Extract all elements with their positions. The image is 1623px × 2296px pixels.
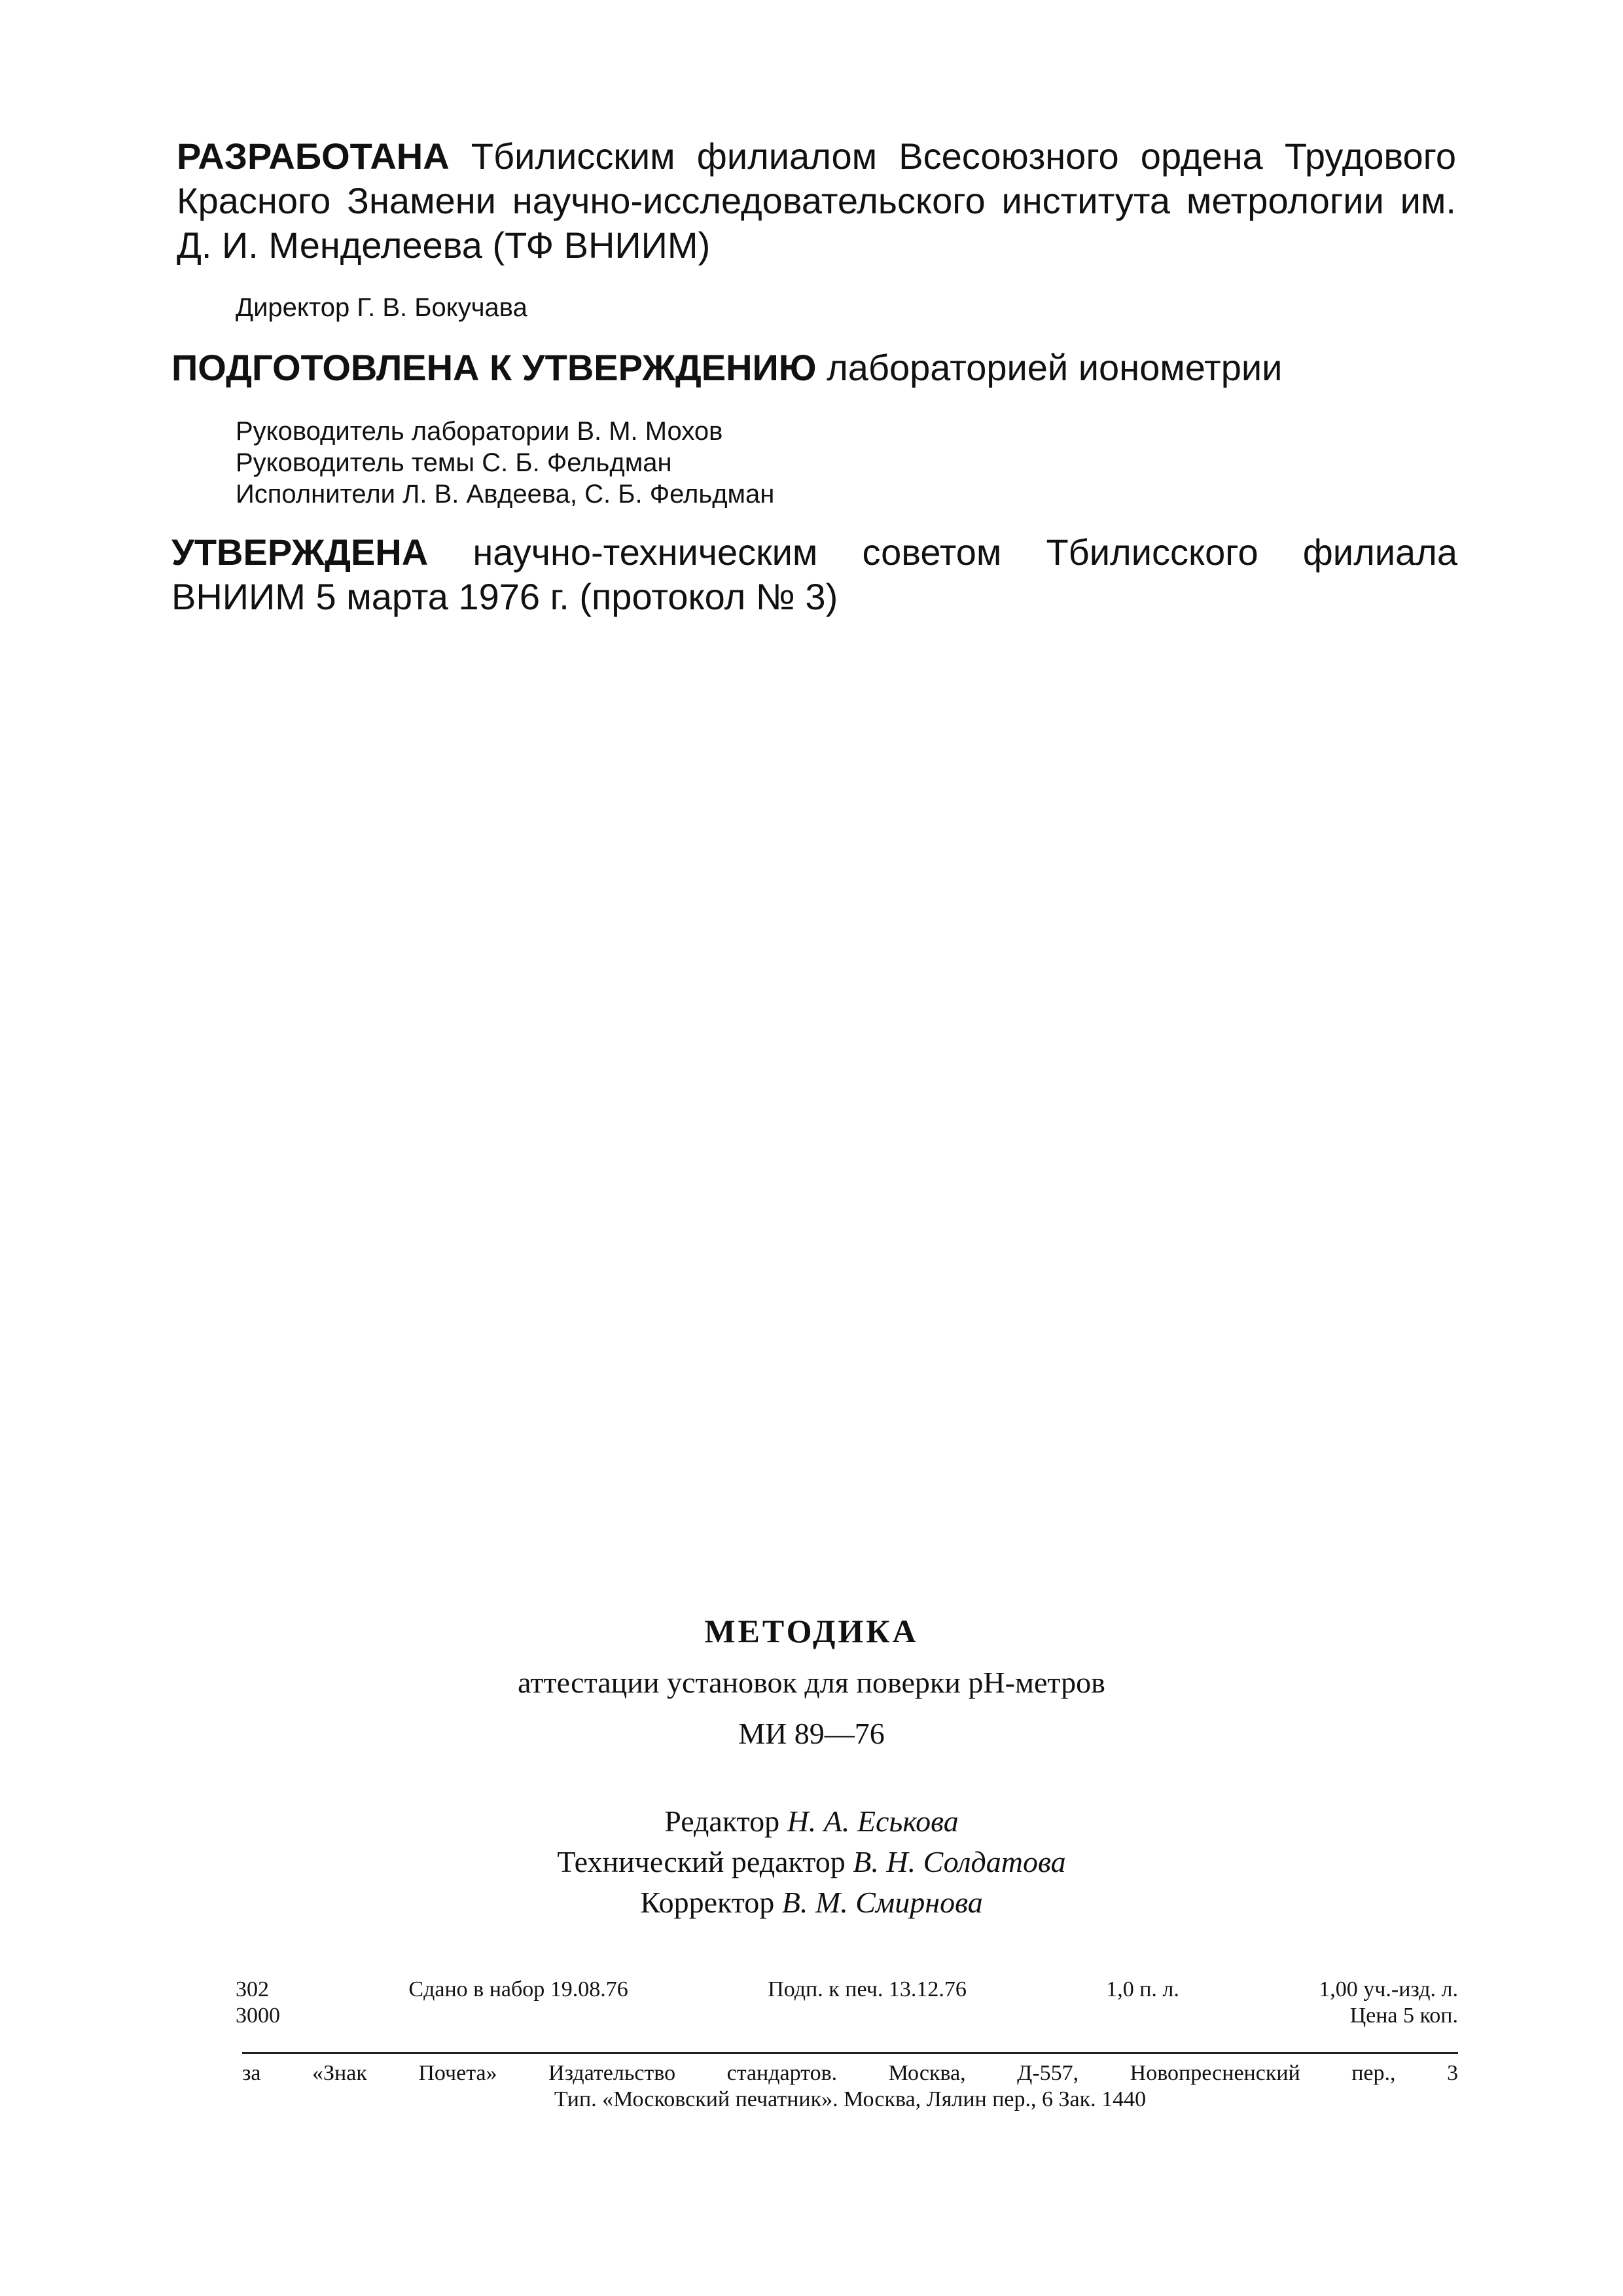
- editor-line: [0, 1801, 1623, 1842]
- staff-lab-head: Руководитель лаборатории В. М. Мохов: [236, 417, 723, 446]
- staff-topic-head: Руководитель темы С. Б. Фельдман: [236, 448, 672, 477]
- print-sent-date: Сдано в набор 19.08.76: [408, 1977, 628, 2001]
- prepared-label: ПОДГОТОВЛЕНА К УТВЕРЖДЕНИЮ: [171, 347, 817, 388]
- corrector-name: В. М. Смирнова: [781, 1886, 983, 1919]
- print-circulation: 3000: [236, 2003, 280, 2028]
- approved-text: научно-техническим советом Тбилисского филиала ВНИИМ 5 марта 1976 г. (протокол № 3): [171, 531, 1457, 617]
- publisher-line-1: за «Знак Почета» Издательство стандартов. Москва, Д-557, Новопресненский пер., 3: [242, 2061, 1458, 2085]
- developed-statement: [177, 134, 1456, 268]
- print-sheets: 1,0 п. л.: [1106, 1977, 1179, 2001]
- tech-editor-name: В. Н. Солдатова: [853, 1845, 1066, 1878]
- publisher-info: [242, 2060, 1458, 2113]
- method-code: МИ 89—76: [738, 1717, 885, 1750]
- director-line: Директор Г. В. Бокучава: [236, 293, 527, 322]
- developed-text: Тбилисским филиалом Всесоюзного ордена Трудового Красного Знамени научно-исследовательского института метрологии им. Д. И. Менделеева (ТФ ВНИИМ): [177, 135, 1456, 266]
- approved-label: УТВЕРЖДЕНА: [171, 531, 429, 573]
- method-title: МЕТОДИКА: [704, 1613, 919, 1649]
- editor-role: Редактор: [664, 1804, 780, 1838]
- prepared-text: лабораторией ионометрии: [827, 347, 1283, 388]
- editors-block: [0, 1801, 1623, 1923]
- developed-label: РАЗРАБОТАНА: [177, 135, 450, 177]
- print-info: [236, 1977, 1458, 2029]
- print-pub-sheets: 1,00 уч.-изд. л.: [1319, 1977, 1458, 2001]
- tech-editor-role: Технический редактор: [557, 1845, 846, 1878]
- method-subtitle: аттестации установок для поверки pH-метров: [518, 1666, 1105, 1699]
- corrector-role: Корректор: [640, 1886, 775, 1919]
- approved-statement: [171, 530, 1457, 619]
- editor-name: Н. А. Еськова: [787, 1804, 959, 1838]
- staff-performers: Исполнители Л. В. Авдеева, С. Б. Фельдман: [236, 480, 775, 509]
- divider-rule: [242, 2052, 1458, 2054]
- publisher-line-2: Тип. «Московский печатник». Москва, Лялин пер., 6 Зак. 1440: [554, 2087, 1147, 2111]
- corrector-line: [0, 1882, 1623, 1923]
- print-code: 302: [236, 1977, 269, 2001]
- tech-editor-line: [0, 1842, 1623, 1882]
- print-info-row-2: [236, 2003, 1458, 2029]
- prepared-statement: [171, 346, 1457, 390]
- print-price: Цена 5 коп.: [1349, 2003, 1458, 2028]
- print-info-row-1: [236, 1977, 1458, 2003]
- print-signed-date: Подп. к печ. 13.12.76: [768, 1977, 967, 2001]
- staff-list: [236, 416, 774, 510]
